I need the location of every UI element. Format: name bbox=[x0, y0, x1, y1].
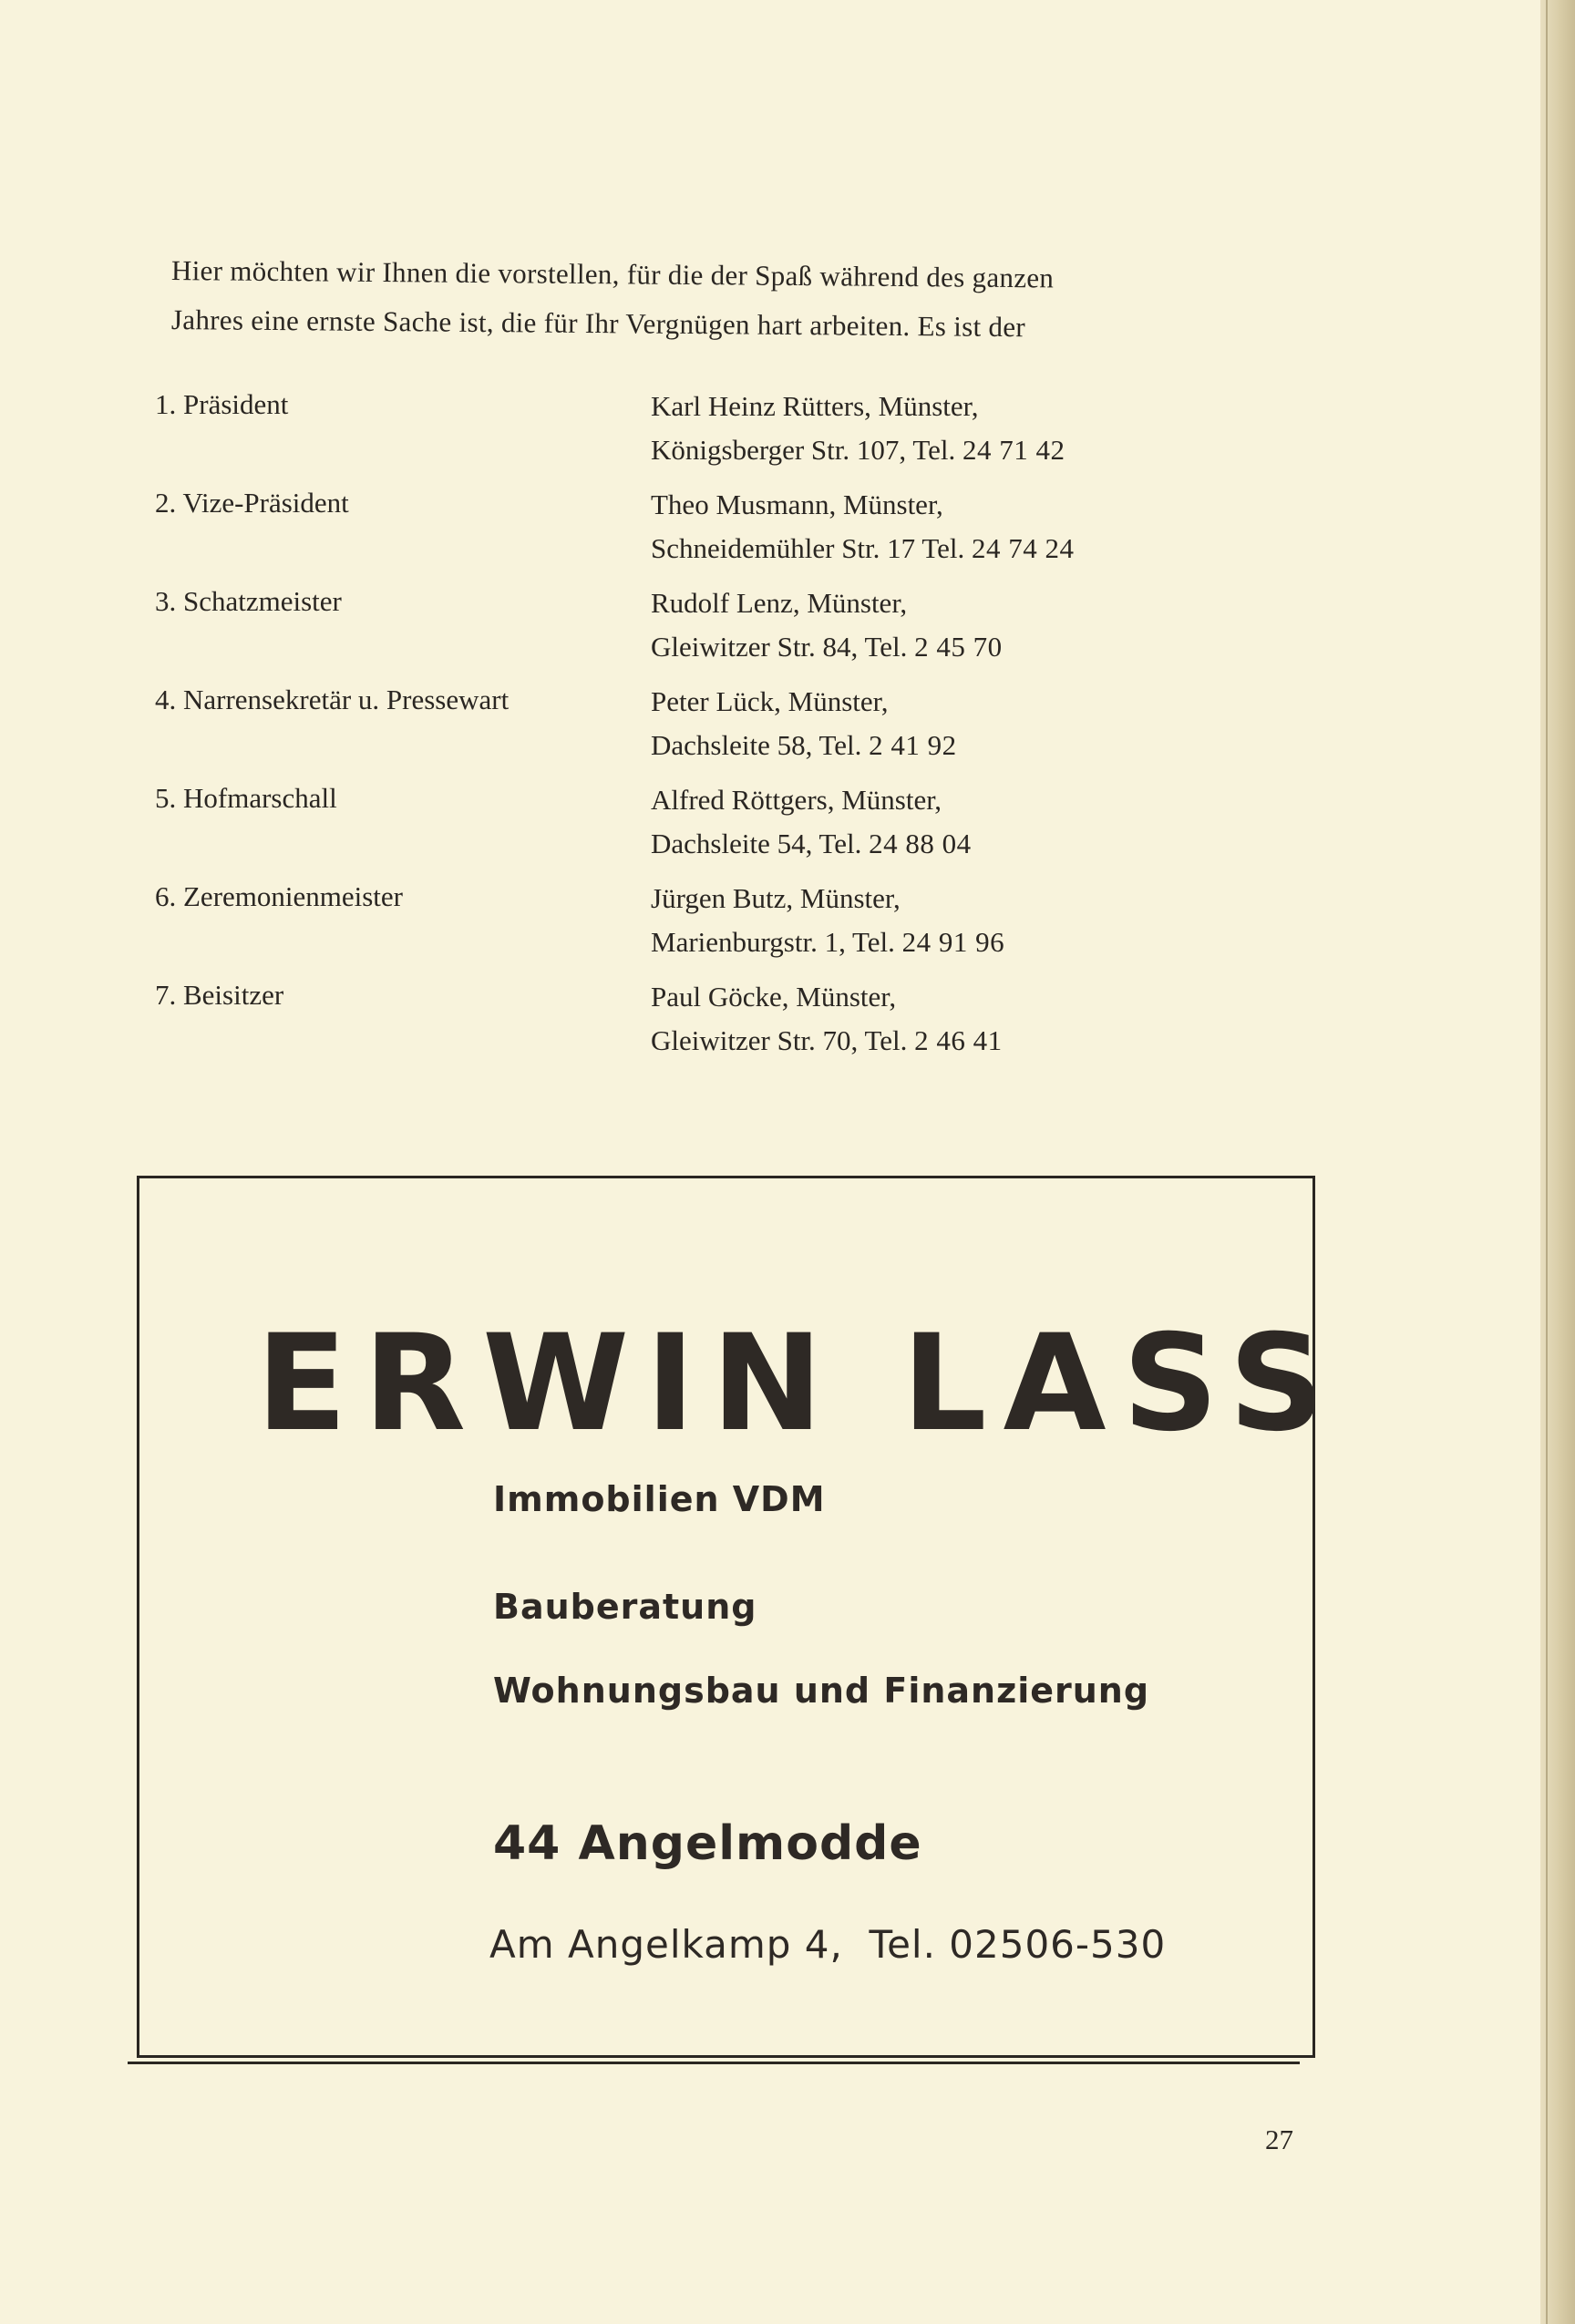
officer-tel: 24 74 24 bbox=[972, 532, 1075, 564]
advertisement-box bbox=[137, 1176, 1342, 2058]
ad-address: Am Angelkamp 4, bbox=[489, 1922, 843, 1967]
officer-name: Karl Heinz Rütters, Münster, bbox=[651, 390, 979, 422]
officer-row bbox=[155, 875, 1249, 973]
ad-service-2: Wohnungsbau und Finanzierung bbox=[493, 1671, 1150, 1711]
officer-address-line bbox=[651, 822, 972, 866]
officer-row bbox=[155, 383, 1249, 481]
officer-address: Dachsleite 54, Tel. bbox=[651, 828, 862, 859]
officer-address-line bbox=[651, 625, 1003, 669]
ad-subtitle: Immobilien VDM bbox=[493, 1479, 826, 1519]
officer-address-line bbox=[651, 527, 1075, 571]
officer-address: Gleiwitzer Str. 84, Tel. bbox=[651, 631, 908, 663]
officer-row bbox=[155, 973, 1249, 1072]
ad-city: 44 Angelmodde bbox=[493, 1816, 922, 1871]
ad-title: ERWIN LASS bbox=[256, 1306, 1342, 1461]
officer-row bbox=[155, 481, 1249, 580]
officer-name: Paul Göcke, Münster, bbox=[651, 981, 897, 1013]
officer-tel: 2 41 92 bbox=[869, 729, 957, 761]
officer-role: 2. Vize-Präsident bbox=[155, 487, 349, 519]
officer-address-line bbox=[651, 920, 1004, 964]
officer-name: Rudolf Lenz, Münster, bbox=[651, 587, 908, 619]
officers-list bbox=[155, 383, 1249, 1072]
officer-details bbox=[651, 975, 1003, 1063]
officer-details bbox=[651, 778, 972, 866]
officer-details bbox=[651, 581, 1003, 669]
ad-service-1: Bauberatung bbox=[493, 1587, 757, 1627]
officer-row bbox=[155, 776, 1249, 875]
officer-tel: 24 91 96 bbox=[901, 926, 1005, 958]
officer-tel: 2 46 41 bbox=[914, 1024, 1003, 1056]
officer-address-line bbox=[651, 1019, 1003, 1063]
officer-tel: 24 88 04 bbox=[869, 828, 972, 859]
officer-details bbox=[651, 680, 957, 767]
officer-name: Alfred Röttgers, Münster, bbox=[651, 784, 942, 816]
ad-address-line bbox=[489, 1922, 1166, 1967]
officer-details bbox=[651, 483, 1075, 571]
officer-details bbox=[651, 877, 1004, 964]
officer-address: Gleiwitzer Str. 70, Tel. bbox=[651, 1024, 908, 1056]
intro-paragraph bbox=[171, 246, 1356, 344]
page-edge-line bbox=[1546, 0, 1548, 2324]
officer-name: Peter Lück, Münster, bbox=[651, 685, 889, 717]
officer-address: Marienburgstr. 1, Tel. bbox=[651, 926, 895, 958]
officer-name: Theo Musmann, Münster, bbox=[651, 488, 943, 520]
ad-bottom-rule bbox=[128, 2062, 1300, 2064]
officer-name: Jürgen Butz, Münster, bbox=[651, 882, 901, 914]
officer-role: 1. Präsident bbox=[155, 388, 289, 420]
officer-address: Königsberger Str. 107, Tel. bbox=[651, 434, 956, 466]
officer-tel: 24 71 42 bbox=[962, 434, 1065, 466]
intro-line-2: Jahres eine ernste Sache ist, die für Ihr Vergnügen hart arbeiten. Es ist der bbox=[170, 303, 1026, 344]
officer-address: Dachsleite 58, Tel. bbox=[651, 729, 862, 761]
ad-telephone: Tel. 02506-530 bbox=[869, 1922, 1167, 1967]
officer-role: 5. Hofmarschall bbox=[155, 782, 337, 814]
officer-row bbox=[155, 580, 1249, 678]
officer-address: Schneidemühler Str. 17 Tel. bbox=[651, 532, 965, 564]
officer-role: 7. Beisitzer bbox=[155, 979, 284, 1011]
officer-role: 4. Narrensekretär u. Pressewart bbox=[155, 684, 510, 715]
officer-role: 3. Schatzmeister bbox=[155, 585, 342, 617]
page-number: 27 bbox=[1265, 2123, 1293, 2155]
officer-address-line bbox=[651, 724, 957, 767]
officer-role: 6. Zeremonienmeister bbox=[155, 880, 404, 912]
officer-tel: 2 45 70 bbox=[914, 631, 1003, 663]
officer-address-line bbox=[651, 428, 1065, 472]
officer-details bbox=[651, 385, 1065, 472]
intro-line-1: Hier möchten wir Ihnen die vorstellen, für die der Spaß während des ganzen bbox=[170, 254, 1055, 294]
officer-row bbox=[155, 678, 1249, 776]
